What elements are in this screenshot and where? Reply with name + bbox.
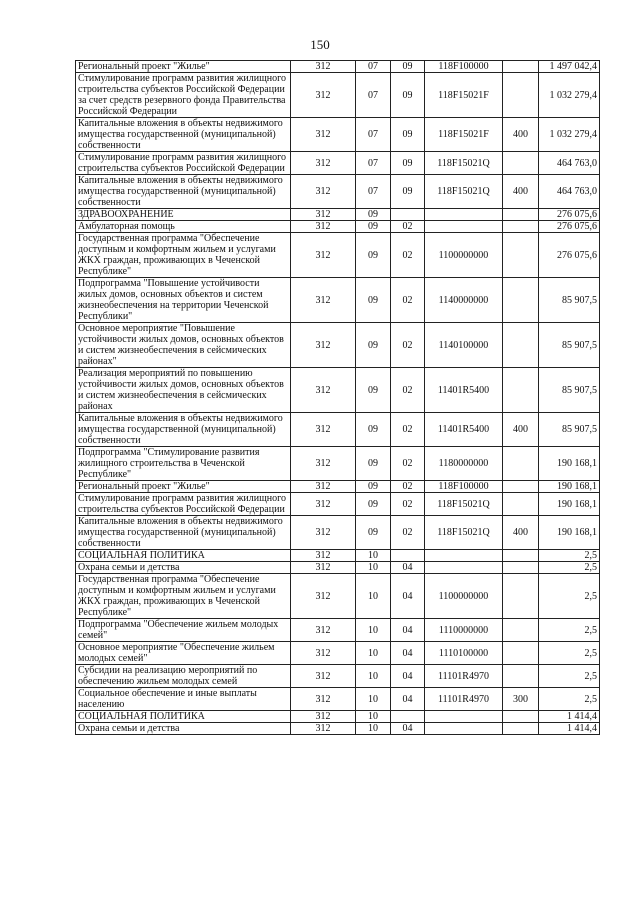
cell-name: ЗДРАВООХРАНЕНИЕ (76, 209, 291, 221)
cell-expense-type: 400 (503, 175, 539, 209)
cell-name: Капитальные вложения в объекты недвижимого имущества государственной (муниципальной) собственности (76, 118, 291, 152)
cell-amount: 190 168,1 (539, 481, 600, 493)
cell-section-code: 09 (356, 323, 391, 368)
cell-amount: 2,5 (539, 550, 600, 562)
cell-subsection-code: 04 (391, 562, 425, 574)
cell-target-article: 11401R5400 (425, 368, 503, 413)
cell-name: Капитальные вложения в объекты недвижимого имущества государственной (муниципальной) собственности (76, 413, 291, 447)
cell-ved-code: 312 (291, 278, 356, 323)
cell-section-code: 09 (356, 447, 391, 481)
cell-ved-code: 312 (291, 233, 356, 278)
cell-section-code: 10 (356, 665, 391, 688)
cell-ved-code: 312 (291, 619, 356, 642)
cell-section-code: 07 (356, 61, 391, 73)
cell-expense-type: 400 (503, 413, 539, 447)
cell-expense-type: 400 (503, 516, 539, 550)
cell-target-article (425, 550, 503, 562)
cell-section-code: 10 (356, 619, 391, 642)
cell-target-article: 1100000000 (425, 574, 503, 619)
table-row (76, 550, 600, 562)
cell-section-code: 07 (356, 152, 391, 175)
table-row (76, 175, 600, 209)
cell-expense-type (503, 619, 539, 642)
table-row (76, 481, 600, 493)
cell-expense-type (503, 368, 539, 413)
cell-expense-type: 300 (503, 688, 539, 711)
cell-name: Основное мероприятие "Обеспечение жильем молодых семей" (76, 642, 291, 665)
cell-subsection-code: 02 (391, 233, 425, 278)
cell-subsection-code: 04 (391, 723, 425, 735)
cell-subsection-code: 04 (391, 619, 425, 642)
cell-name: Социальное обеспечение и иные выплаты населению (76, 688, 291, 711)
table-row (76, 493, 600, 516)
table-row (76, 665, 600, 688)
cell-ved-code: 312 (291, 323, 356, 368)
cell-subsection-code: 09 (391, 61, 425, 73)
table-row (76, 619, 600, 642)
cell-section-code: 09 (356, 368, 391, 413)
cell-ved-code: 312 (291, 447, 356, 481)
cell-target-article: 1110000000 (425, 619, 503, 642)
cell-target-article: 118F15021F (425, 73, 503, 118)
cell-section-code: 09 (356, 209, 391, 221)
cell-expense-type (503, 711, 539, 723)
cell-amount: 1 032 279,4 (539, 118, 600, 152)
cell-amount: 1 497 042,4 (539, 61, 600, 73)
cell-name: Региональный проект "Жилье" (76, 481, 291, 493)
cell-subsection-code: 02 (391, 368, 425, 413)
cell-subsection-code: 09 (391, 118, 425, 152)
cell-section-code: 09 (356, 221, 391, 233)
cell-name: Государственная программа "Обеспечение доступным и комфортным жильем и услугами ЖКХ граждан, проживающих в Чеченской Республике" (76, 233, 291, 278)
cell-name: Региональный проект "Жилье" (76, 61, 291, 73)
cell-expense-type (503, 323, 539, 368)
cell-target-article: 1140100000 (425, 323, 503, 368)
cell-ved-code: 312 (291, 688, 356, 711)
cell-section-code: 07 (356, 175, 391, 209)
cell-section-code: 09 (356, 493, 391, 516)
cell-expense-type (503, 209, 539, 221)
cell-section-code: 09 (356, 481, 391, 493)
cell-amount: 2,5 (539, 642, 600, 665)
cell-ved-code: 312 (291, 665, 356, 688)
cell-ved-code: 312 (291, 562, 356, 574)
cell-amount: 190 168,1 (539, 447, 600, 481)
table-row (76, 516, 600, 550)
cell-ved-code: 312 (291, 516, 356, 550)
cell-amount: 2,5 (539, 574, 600, 619)
cell-target-article (425, 562, 503, 574)
cell-amount: 1 032 279,4 (539, 73, 600, 118)
table-row (76, 574, 600, 619)
cell-name: Подпрограмма "Стимулирование развития жилищного строительства в Чеченской Республике" (76, 447, 291, 481)
cell-amount: 276 075,6 (539, 209, 600, 221)
cell-expense-type (503, 61, 539, 73)
cell-name: СОЦИАЛЬНАЯ ПОЛИТИКА (76, 711, 291, 723)
cell-expense-type (503, 221, 539, 233)
cell-subsection-code: 09 (391, 175, 425, 209)
cell-name: Капитальные вложения в объекты недвижимого имущества государственной (муниципальной) собственности (76, 516, 291, 550)
budget-table-body (76, 61, 600, 735)
cell-section-code: 09 (356, 233, 391, 278)
cell-target-article: 118F15021F (425, 118, 503, 152)
cell-subsection-code: 02 (391, 481, 425, 493)
cell-ved-code: 312 (291, 481, 356, 493)
table-row (76, 368, 600, 413)
cell-name: Стимулирование программ развития жилищного строительства субъектов Российской Федерации за счет средств резервного фонда Правительства Российской Федерации (76, 73, 291, 118)
cell-section-code: 10 (356, 642, 391, 665)
cell-ved-code: 312 (291, 209, 356, 221)
table-row (76, 61, 600, 73)
cell-amount: 276 075,6 (539, 221, 600, 233)
cell-name: Субсидии на реализацию мероприятий по обеспечению жильем молодых семей (76, 665, 291, 688)
cell-subsection-code: 02 (391, 278, 425, 323)
cell-expense-type (503, 562, 539, 574)
cell-subsection-code: 04 (391, 688, 425, 711)
page-number: 150 (310, 37, 330, 52)
cell-ved-code: 312 (291, 368, 356, 413)
cell-ved-code: 312 (291, 723, 356, 735)
table-row (76, 413, 600, 447)
cell-subsection-code: 02 (391, 447, 425, 481)
cell-ved-code: 312 (291, 118, 356, 152)
cell-section-code: 10 (356, 550, 391, 562)
cell-expense-type (503, 447, 539, 481)
cell-expense-type (503, 493, 539, 516)
cell-subsection-code (391, 550, 425, 562)
cell-section-code: 10 (356, 562, 391, 574)
cell-amount: 190 168,1 (539, 516, 600, 550)
cell-target-article (425, 711, 503, 723)
cell-section-code: 07 (356, 118, 391, 152)
cell-subsection-code: 04 (391, 642, 425, 665)
cell-subsection-code: 02 (391, 493, 425, 516)
cell-name: Подпрограмма "Обеспечение жильем молодых семей" (76, 619, 291, 642)
table-row (76, 278, 600, 323)
table-row (76, 73, 600, 118)
cell-target-article (425, 723, 503, 735)
cell-section-code: 10 (356, 711, 391, 723)
cell-ved-code: 312 (291, 642, 356, 665)
cell-expense-type (503, 278, 539, 323)
table-row (76, 642, 600, 665)
cell-name: Охрана семьи и детства (76, 562, 291, 574)
cell-target-article (425, 221, 503, 233)
cell-subsection-code: 04 (391, 574, 425, 619)
cell-subsection-code: 02 (391, 413, 425, 447)
cell-section-code: 10 (356, 574, 391, 619)
cell-amount: 2,5 (539, 665, 600, 688)
cell-target-article (425, 209, 503, 221)
cell-name: Охрана семьи и детства (76, 723, 291, 735)
cell-subsection-code: 09 (391, 73, 425, 118)
cell-amount: 276 075,6 (539, 233, 600, 278)
cell-subsection-code: 09 (391, 152, 425, 175)
cell-name: Основное мероприятие "Повышение устойчивости жилых домов, основных объектов и систем жизнеобеспечения в сейсмических районах" (76, 323, 291, 368)
cell-subsection-code: 04 (391, 665, 425, 688)
table-row (76, 209, 600, 221)
cell-ved-code: 312 (291, 493, 356, 516)
cell-ved-code: 312 (291, 221, 356, 233)
cell-amount: 85 907,5 (539, 368, 600, 413)
cell-section-code: 10 (356, 688, 391, 711)
cell-amount: 2,5 (539, 562, 600, 574)
cell-expense-type (503, 550, 539, 562)
table-row (76, 323, 600, 368)
cell-target-article: 1140000000 (425, 278, 503, 323)
cell-section-code: 09 (356, 278, 391, 323)
table-row (76, 711, 600, 723)
cell-section-code: 07 (356, 73, 391, 118)
cell-expense-type (503, 665, 539, 688)
cell-amount: 85 907,5 (539, 413, 600, 447)
cell-amount: 464 763,0 (539, 152, 600, 175)
cell-ved-code: 312 (291, 550, 356, 562)
cell-target-article: 118F100000 (425, 61, 503, 73)
cell-name: Стимулирование программ развития жилищного строительства субъектов Российской Федерации (76, 152, 291, 175)
cell-ved-code: 312 (291, 711, 356, 723)
cell-subsection-code: 02 (391, 323, 425, 368)
cell-amount: 2,5 (539, 619, 600, 642)
cell-amount: 464 763,0 (539, 175, 600, 209)
cell-target-article: 11101R4970 (425, 688, 503, 711)
cell-expense-type (503, 723, 539, 735)
cell-target-article: 1110100000 (425, 642, 503, 665)
cell-name: СОЦИАЛЬНАЯ ПОЛИТИКА (76, 550, 291, 562)
cell-amount: 1 414,4 (539, 711, 600, 723)
cell-target-article: 1180000000 (425, 447, 503, 481)
cell-target-article: 1100000000 (425, 233, 503, 278)
cell-section-code: 09 (356, 413, 391, 447)
cell-expense-type (503, 481, 539, 493)
cell-expense-type (503, 574, 539, 619)
table-row (76, 118, 600, 152)
table-row (76, 723, 600, 735)
cell-subsection-code (391, 209, 425, 221)
cell-expense-type: 400 (503, 118, 539, 152)
cell-name: Стимулирование программ развития жилищного строительства субъектов Российской Федерации (76, 493, 291, 516)
cell-name: Капитальные вложения в объекты недвижимого имущества государственной (муниципальной) собственности (76, 175, 291, 209)
table-row (76, 233, 600, 278)
cell-subsection-code: 02 (391, 516, 425, 550)
table-row (76, 221, 600, 233)
cell-ved-code: 312 (291, 73, 356, 118)
cell-amount: 85 907,5 (539, 323, 600, 368)
cell-target-article: 118F15021Q (425, 493, 503, 516)
cell-target-article: 11101R4970 (425, 665, 503, 688)
cell-expense-type (503, 73, 539, 118)
cell-expense-type (503, 233, 539, 278)
cell-ved-code: 312 (291, 61, 356, 73)
cell-section-code: 09 (356, 516, 391, 550)
cell-name: Подпрограмма "Повышение устойчивости жилых домов, основных объектов и систем жизнеобеспечения на территории Чеченской Республики" (76, 278, 291, 323)
cell-target-article: 118F15021Q (425, 516, 503, 550)
cell-name: Реализация мероприятий по повышению устойчивости жилых домов, основных объектов и систем жизнеобеспечения в сейсмических районах (76, 368, 291, 413)
cell-subsection-code: 02 (391, 221, 425, 233)
budget-table (75, 60, 600, 735)
cell-amount: 2,5 (539, 688, 600, 711)
cell-section-code: 10 (356, 723, 391, 735)
cell-target-article: 118F15021Q (425, 152, 503, 175)
cell-subsection-code (391, 711, 425, 723)
table-row (76, 562, 600, 574)
cell-amount: 85 907,5 (539, 278, 600, 323)
cell-name: Амбулаторная помощь (76, 221, 291, 233)
cell-ved-code: 312 (291, 175, 356, 209)
cell-amount: 1 414,4 (539, 723, 600, 735)
cell-expense-type (503, 152, 539, 175)
table-row (76, 152, 600, 175)
cell-target-article: 118F100000 (425, 481, 503, 493)
cell-ved-code: 312 (291, 413, 356, 447)
cell-amount: 190 168,1 (539, 493, 600, 516)
cell-target-article: 11401R5400 (425, 413, 503, 447)
cell-target-article: 118F15021Q (425, 175, 503, 209)
cell-expense-type (503, 642, 539, 665)
table-row (76, 447, 600, 481)
table-row (76, 688, 600, 711)
cell-ved-code: 312 (291, 152, 356, 175)
cell-ved-code: 312 (291, 574, 356, 619)
cell-name: Государственная программа "Обеспечение доступным и комфортным жильем и услугами ЖКХ граждан, проживающих в Чеченской Республике" (76, 574, 291, 619)
